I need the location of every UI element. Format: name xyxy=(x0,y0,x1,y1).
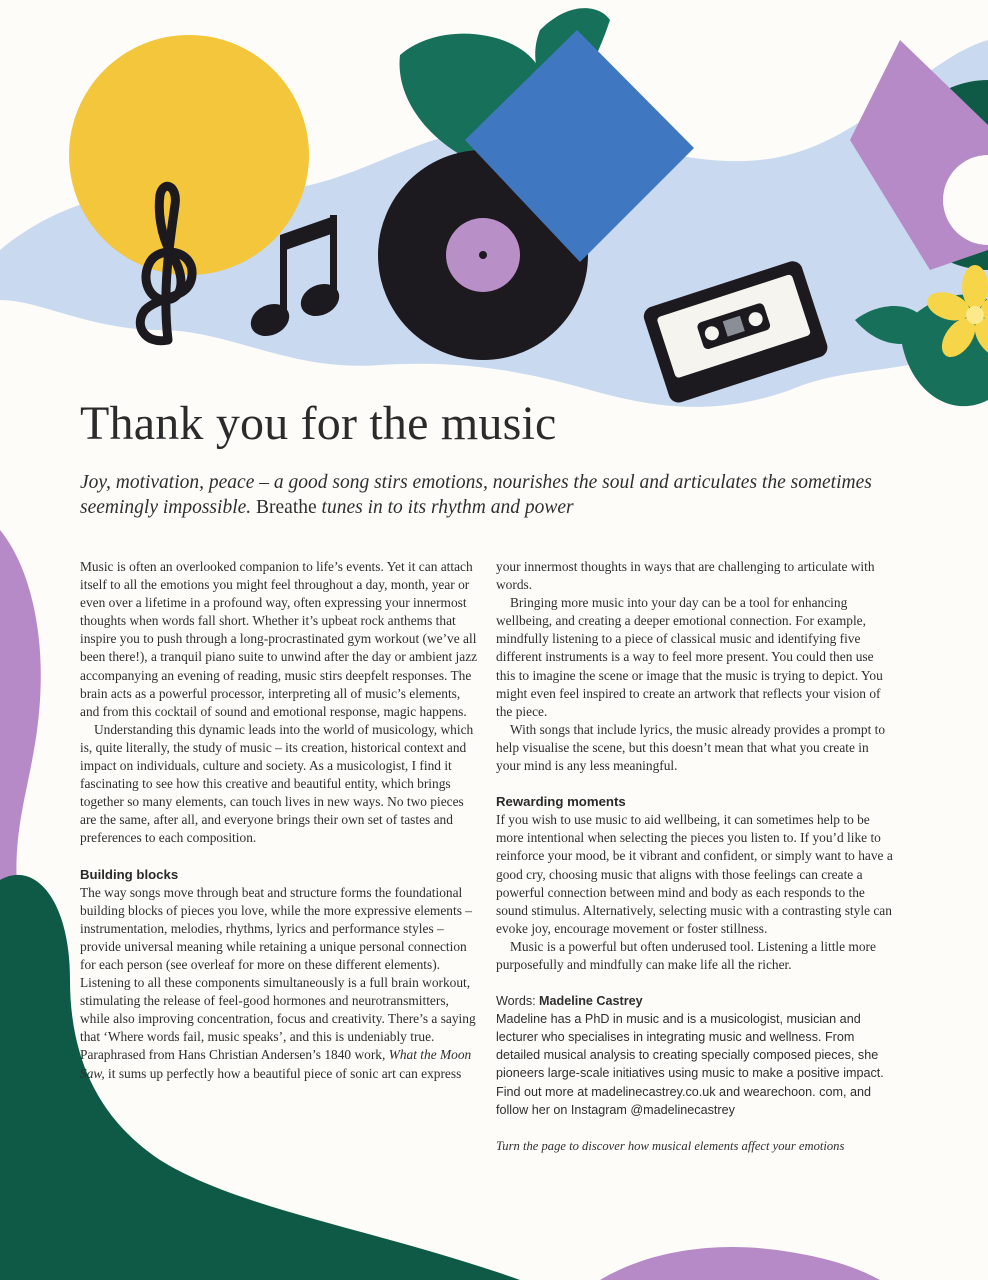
article-title: Thank you for the music xyxy=(80,397,557,450)
body-paragraph xyxy=(80,884,478,1083)
body-paragraph: your innermost thoughts in ways that are challenging to articulate with words. xyxy=(496,559,875,593)
standfirst-part-1: Joy, motivation, peace – a good song stirs emotions, nourishes the soul and articulates the sometimes seemingly impossible. xyxy=(80,472,872,518)
turn-page-note: Turn the page to discover how musical elements affect your emotions xyxy=(496,1138,845,1153)
purple-edge-left xyxy=(0,530,41,910)
standfirst xyxy=(80,470,920,520)
vinyl-hole xyxy=(479,251,487,259)
credit-label: Words: xyxy=(496,994,536,1009)
column-right xyxy=(496,558,896,1155)
author-bio: Madeline has a PhD in music and is a musicologist, musician and lecturer who specialises in integrating music and wellness. From detailed musical analysis to creating specially composed pieces, she pioneers large-scale initiatives using music to make a positive impact. Find out more at madelinecastrey.co.uk and wearechoon. com, and follow her on Instagram @madelinecastrey xyxy=(496,1012,884,1117)
body-paragraph: Bringing more music into your day can be a tool for enhancing wellbeing, and creating a deeper emotional connection. For example, mindfully listening to a piece of classical music and identifying five different instruments is a way to feel more present. You could then use this to imagine the scene or image that the music is trying to depict. You might even feel inspired to create an artwork that reflects your vision of the piece. xyxy=(496,595,883,719)
book-title: What the Moon Saw, xyxy=(80,1047,472,1081)
author-name: Madeline Castrey xyxy=(539,994,643,1009)
subhead-building-blocks: Building blocks xyxy=(80,866,179,882)
body-paragraph: If you wish to use music to aid wellbeing, it can sometimes help to be more intentional when selecting the pieces you listen to. If you’d like to reinforce your mood, be it vibrant and confident, or simply want to have a good cry, choosing music that aligns with those feelings can create a powerful connection between mind and body as each responds to the sound stimulus. Alternatively, selecting music with a contrasting style can evoke joy, encourage movement or foster stillness. xyxy=(496,812,893,936)
author-credit xyxy=(496,992,896,1010)
body-paragraph: Understanding this dynamic leads into the world of musicology, which is, quite literally, the study of music – its creation, historical context and impact on individuals, culture and society. As a musicologist, I find it fascinating to see how this creative and beautiful entity, which brings together so many elements, can touch lives in new ways. No two pieces are the same, after all, and everyone brings their own set of tastes and preferences to each composition. xyxy=(80,721,474,846)
standfirst-part-2: tunes in to its rhythm and power xyxy=(321,497,574,518)
subhead-rewarding-moments: Rewarding moments xyxy=(496,794,626,810)
body-paragraph: Music is a powerful but often underused tool. Listening a little more purposefully and mindfully can make life all the richer. xyxy=(496,938,876,972)
sun-shape xyxy=(69,35,309,275)
purple-edge-bottom xyxy=(600,1247,880,1280)
body-paragraph: Music is often an overlooked companion to life’s events. Yet it can attach itself to all the emotions you might feel throughout a day, month, year or even over a lifetime in a profound way, often expressing your innermost thoughts when words fall short. Whether it’s upbeat rock anthems that inspire you to push through a long-procrastinated gym workout (we’ve all been there!), a tranquil piano suite to unwind after the day or ambient jazz accompanying an evening of reading, music stirs deepfelt responses. The brain acts as a powerful processor, interpreting all of music’s elements, and from this cocktail of sound and emotional response, magic happens. xyxy=(80,559,478,719)
standfirst-brand: Breathe xyxy=(256,497,317,518)
body-text: The way songs move through beat and structure forms the foundational building blocks of pieces you love, while the more expressive elements – instrumentation, melodies, rhythms, lyrics and performance styles – provide universal meaning while retaining a unique personal connection for each person (see overleaf for more on these different elements). Listening to all these components simultaneously is a full brain workout, stimulating the release of feel-good hormones and neurotransmitters, while also improving concentration, focus and creativity. There’s a saying that ‘Where words fail, music speaks’, and this is undeniably true. Paraphrased from Hans Christian Andersen’s 1840 work, xyxy=(80,884,476,1063)
body-paragraph: With songs that include lyrics, the music already provides a prompt to help visualise the scene, but this doesn’t mean that what you create in your mind is any less meaningful. xyxy=(496,721,886,774)
column-left xyxy=(80,558,478,1083)
body-text: it sums up perfectly how a beautiful piece of sonic art can express xyxy=(108,1065,462,1081)
